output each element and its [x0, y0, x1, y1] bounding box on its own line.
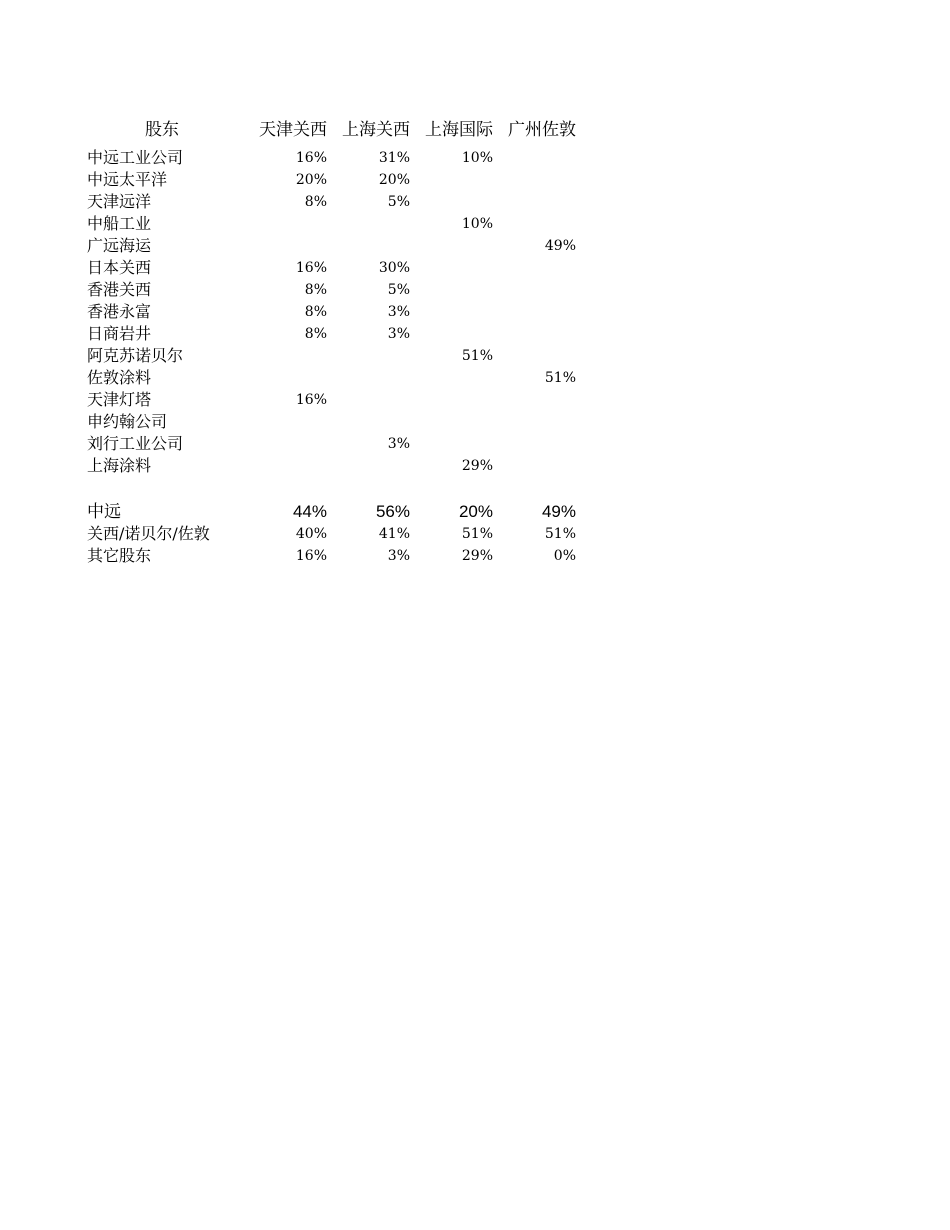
- shareholding-sheet: [87, 117, 587, 567]
- percentage-cell[interactable]: 0%: [553, 548, 576, 564]
- percentage-cell[interactable]: 51%: [544, 526, 576, 542]
- shareholder-name-cell[interactable]: 其它股东: [87, 546, 152, 565]
- percentage-cell[interactable]: 49%: [541, 502, 576, 521]
- header-tianjin-kansai[interactable]: 天津关西: [259, 120, 327, 140]
- shareholder-row: [87, 169, 587, 191]
- percentage-cell[interactable]: 16%: [295, 392, 327, 408]
- percentage-cell[interactable]: 20%: [295, 172, 327, 188]
- percentage-cell[interactable]: 8%: [304, 304, 327, 320]
- percentage-cell[interactable]: 31%: [378, 150, 410, 166]
- summary-rows: [87, 501, 587, 567]
- shareholder-name-cell[interactable]: 中远太平洋: [87, 170, 168, 189]
- percentage-cell[interactable]: 16%: [295, 260, 327, 276]
- percentage-cell[interactable]: 16%: [295, 548, 327, 564]
- shareholder-name-cell[interactable]: 申约翰公司: [87, 412, 168, 431]
- percentage-cell[interactable]: 10%: [461, 216, 493, 232]
- header-shareholder[interactable]: 股东: [145, 120, 179, 140]
- shareholder-row: [87, 191, 587, 213]
- shareholder-row: [87, 455, 587, 477]
- percentage-cell[interactable]: 5%: [387, 282, 410, 298]
- percentage-cell[interactable]: 44%: [292, 502, 327, 521]
- percentage-cell[interactable]: 51%: [461, 526, 493, 542]
- shareholder-name-cell[interactable]: 中船工业: [87, 214, 152, 233]
- percentage-cell[interactable]: 49%: [544, 238, 576, 254]
- shareholder-name-cell[interactable]: 香港关西: [87, 280, 152, 299]
- percentage-cell[interactable]: 30%: [378, 260, 410, 276]
- shareholder-name-cell[interactable]: 广远海运: [87, 236, 152, 255]
- shareholder-name-cell[interactable]: 天津灯塔: [87, 390, 152, 409]
- header-guangzhou-jotun[interactable]: 广州佐敦: [508, 120, 576, 140]
- percentage-cell[interactable]: 3%: [387, 304, 410, 320]
- percentage-cell[interactable]: 3%: [387, 326, 410, 342]
- header-shanghai-international[interactable]: 上海国际: [425, 120, 493, 140]
- spacer-row: [87, 477, 587, 501]
- percentage-cell[interactable]: 20%: [378, 172, 410, 188]
- percentage-cell[interactable]: 41%: [378, 526, 410, 542]
- shareholder-name-cell[interactable]: 刘行工业公司: [87, 434, 184, 453]
- percentage-cell[interactable]: 8%: [304, 326, 327, 342]
- percentage-cell[interactable]: 51%: [461, 348, 493, 364]
- shareholder-row: [87, 301, 587, 323]
- percentage-cell[interactable]: 51%: [544, 370, 576, 386]
- percentage-cell[interactable]: 10%: [461, 150, 493, 166]
- shareholder-row: [87, 323, 587, 345]
- shareholder-row: [87, 213, 587, 235]
- percentage-cell[interactable]: 56%: [375, 502, 410, 521]
- shareholder-row: [87, 147, 587, 169]
- shareholder-row: [87, 411, 587, 433]
- summary-row: [87, 545, 587, 567]
- shareholder-name-cell[interactable]: 关西/诺贝尔/佐敦: [87, 524, 210, 543]
- header-shanghai-kansai[interactable]: 上海关西: [342, 120, 410, 140]
- shareholder-row: [87, 279, 587, 301]
- shareholder-row: [87, 257, 587, 279]
- shareholder-name-cell[interactable]: 佐敦涂料: [87, 368, 152, 387]
- percentage-cell[interactable]: 20%: [458, 502, 493, 521]
- percentage-cell[interactable]: 40%: [295, 526, 327, 542]
- shareholder-name-cell[interactable]: 阿克苏诺贝尔: [87, 346, 184, 365]
- percentage-cell[interactable]: 29%: [461, 458, 493, 474]
- shareholder-name-cell[interactable]: 日本关西: [87, 258, 152, 277]
- shareholder-row: [87, 367, 587, 389]
- percentage-cell[interactable]: 5%: [387, 194, 410, 210]
- percentage-cell[interactable]: 3%: [387, 548, 410, 564]
- summary-row: [87, 501, 587, 523]
- shareholder-name-cell[interactable]: 香港永富: [87, 302, 152, 321]
- shareholder-row: [87, 345, 587, 367]
- header-row: [87, 117, 587, 147]
- shareholder-name-cell[interactable]: 中远: [87, 502, 121, 522]
- shareholder-row: [87, 235, 587, 257]
- percentage-cell[interactable]: 29%: [461, 548, 493, 564]
- shareholder-row: [87, 433, 587, 455]
- shareholder-name-cell[interactable]: 日商岩井: [87, 324, 152, 343]
- percentage-cell[interactable]: 3%: [387, 436, 410, 452]
- shareholder-name-cell[interactable]: 天津远洋: [87, 192, 152, 211]
- summary-row: [87, 523, 587, 545]
- shareholder-name-cell[interactable]: 上海涂料: [87, 456, 152, 475]
- percentage-cell[interactable]: 8%: [304, 282, 327, 298]
- shareholder-name-cell[interactable]: 中远工业公司: [87, 148, 184, 167]
- shareholder-rows: [87, 147, 587, 477]
- percentage-cell[interactable]: 16%: [295, 150, 327, 166]
- shareholder-row: [87, 389, 587, 411]
- percentage-cell[interactable]: 8%: [304, 194, 327, 210]
